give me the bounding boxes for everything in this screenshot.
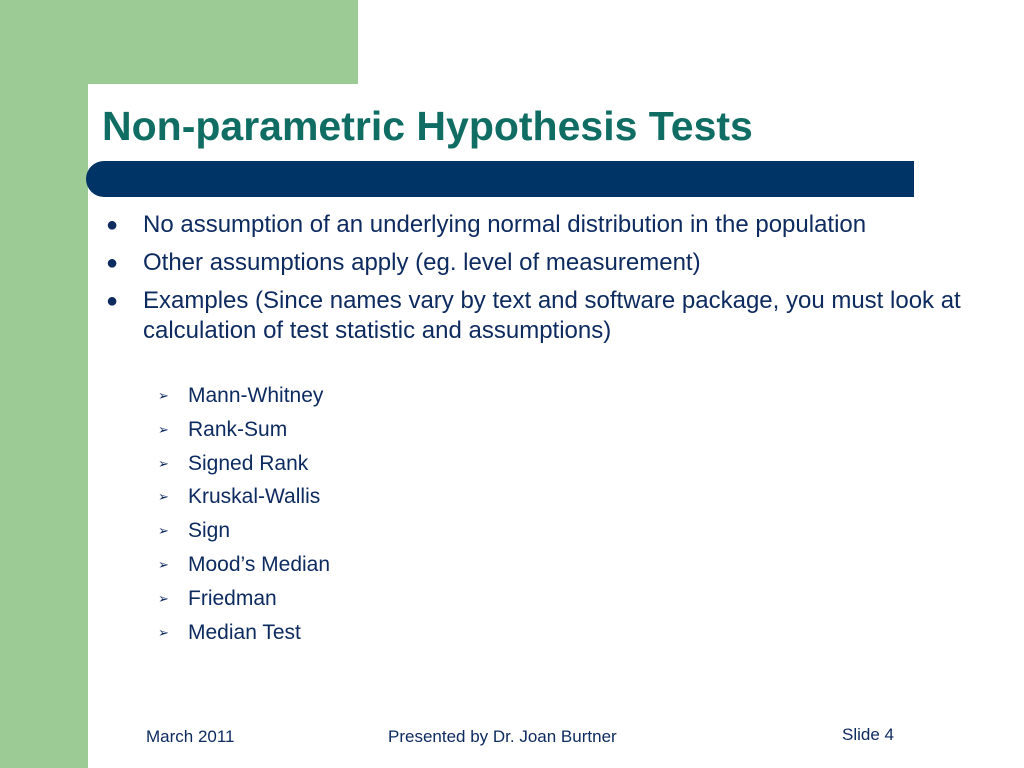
sub-bullet-text: Mood’s Median: [188, 552, 331, 576]
sub-bullet-text: Rank-Sum: [188, 417, 288, 441]
sub-bullet-text: Median Test: [188, 620, 301, 644]
sub-bullet-text: Signed Rank: [188, 451, 309, 475]
bullet-text: Other assumptions apply (eg. level of measurement): [143, 249, 701, 276]
green-side-band: [0, 0, 88, 768]
bullet-dot-icon: ●: [106, 252, 119, 274]
sub-bullet-text: Mann-Whitney: [188, 384, 324, 407]
bullet-list: [104, 210, 974, 354]
bullet-dot-icon: ●: [106, 290, 119, 312]
bullet-text: Examples (Since names vary by text and software package, you must look at calculation of test statistic and assumptions): [143, 287, 961, 344]
bullet-item: [104, 210, 974, 240]
sub-bullet-item: [158, 618, 330, 648]
arrow-bullet-icon: ➢: [158, 455, 169, 471]
arrow-bullet-icon: ➢: [158, 523, 169, 539]
arrow-bullet-icon: ➢: [158, 590, 169, 606]
sub-bullet-item: [158, 449, 330, 479]
bullet-item: [104, 286, 974, 346]
slide-number: Slide 4: [842, 725, 894, 744]
arrow-bullet-icon: ➢: [158, 489, 169, 505]
sub-bullet-item: [158, 415, 330, 445]
sub-bullet-list: [158, 381, 330, 651]
bullet-text: No assumption of an underlying normal distribution in the population: [143, 211, 867, 238]
arrow-bullet-icon: ➢: [158, 556, 169, 572]
bullet-item: [104, 248, 974, 278]
sub-bullet-item: [158, 482, 330, 512]
sub-bullet-text: Sign: [188, 519, 231, 543]
sub-bullet-text: Kruskal-Wallis: [188, 485, 321, 509]
arrow-bullet-icon: ➢: [158, 624, 169, 640]
slide-title: Non-parametric Hypothesis Tests: [102, 103, 753, 149]
green-top-band: [0, 0, 358, 84]
footer-presenter: Presented by Dr. Joan Burtner: [388, 727, 617, 746]
title-underline-bar: [86, 161, 914, 197]
arrow-bullet-icon: ➢: [158, 388, 169, 403]
sub-bullet-item: [158, 381, 330, 411]
footer-date: March 2011: [146, 727, 235, 746]
sub-bullet-item: [158, 550, 330, 580]
bullet-dot-icon: ●: [106, 214, 119, 236]
sub-bullet-text: Friedman: [188, 586, 277, 610]
sub-bullet-item: [158, 584, 330, 614]
sub-bullet-item: [158, 516, 330, 546]
arrow-bullet-icon: ➢: [158, 421, 169, 437]
